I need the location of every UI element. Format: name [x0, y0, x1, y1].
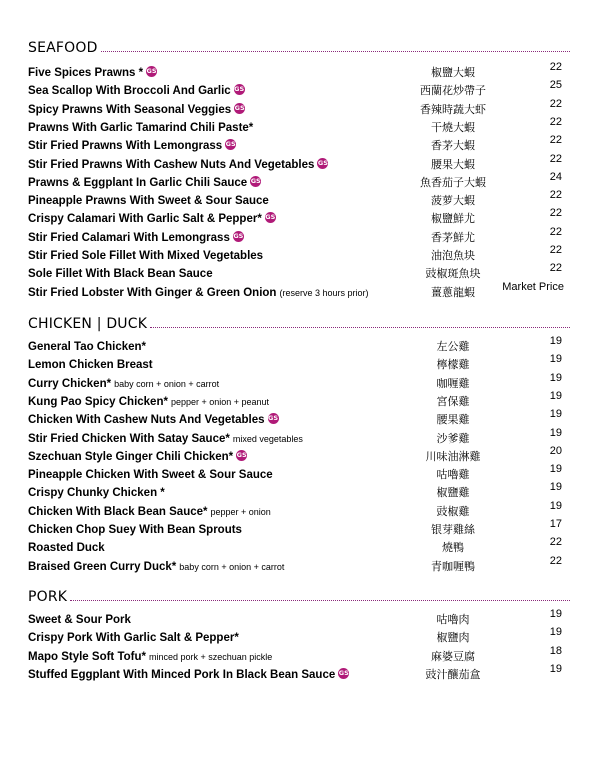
item-price: 19: [549, 463, 562, 476]
menu-item: [28, 170, 570, 192]
menu-item: [28, 463, 570, 484]
menu-item: [28, 444, 570, 466]
section-title: CHICKEN | DUCK: [28, 316, 148, 332]
menu-item: [28, 389, 570, 411]
item-name: Spicy Prawns With Seasonal Veggies GS: [28, 103, 245, 116]
item-name: Lemon Chicken Breast: [28, 359, 153, 372]
item-note: minced pork + szechuan pickle: [148, 651, 273, 662]
item-note: (reserve 3 hours prior): [279, 287, 369, 298]
item-chinese: 菠萝大蝦: [431, 194, 475, 208]
menu-item: [28, 225, 570, 247]
item-name: Sweet & Sour Pork: [28, 614, 131, 626]
menu-item: [28, 644, 570, 666]
menu-item: [28, 371, 570, 393]
gs-badge-icon: GS: [234, 103, 245, 112]
item-price: 22: [549, 207, 562, 220]
section-seafood: [28, 34, 570, 299]
item-name: Stir Fried Calamari With Lemongrass GS: [28, 231, 244, 244]
item-chinese: 豉汁釀茄盒: [425, 667, 481, 681]
item-name: Pineapple Prawns With Sweet & Sour Sauce: [28, 195, 269, 208]
item-price: 19: [549, 408, 562, 421]
menu-item: [28, 408, 570, 429]
menu-item: [28, 244, 570, 265]
item-price: 25: [549, 79, 562, 92]
item-name: Chicken With Black Bean Sauce* pepper + onion: [28, 505, 271, 518]
item-chinese: 银芽雞絲: [431, 523, 475, 536]
item-name: General Tao Chicken*: [28, 341, 147, 353]
item-chinese: 椒鹽雞: [436, 486, 470, 500]
item-chinese: 麻婆豆腐: [431, 649, 475, 663]
item-price: 19: [549, 662, 562, 675]
item-price: 22: [549, 115, 562, 128]
item-name: Prawns & Eggplant In Garlic Chili Sauce GS: [28, 176, 261, 189]
item-chinese: 香茅鮮尤: [431, 230, 475, 244]
item-price: 22: [549, 152, 562, 165]
item-name: Pineapple Chicken With Sweet & Sour Sauce: [28, 469, 273, 482]
item-name: Chicken With Cashew Nuts And Vegetables GS: [28, 414, 279, 427]
item-chinese: 咕嚕肉: [436, 613, 470, 626]
item-name: Kung Pao Spicy Chicken* pepper + onion + peanut: [28, 395, 270, 408]
item-chinese: 西蘭花炒帶子: [420, 84, 486, 98]
item-name: Crispy Chunky Chicken *: [28, 487, 165, 500]
menu-item: [28, 262, 570, 283]
item-name: Stir Fried Prawns With Lemongrass GS: [28, 140, 236, 153]
item-chinese: 魚香茄子大蝦: [420, 175, 486, 189]
item-name: Curry Chicken* baby corn + onion + carrot: [28, 377, 220, 390]
item-price: 19: [549, 426, 562, 439]
menu-item: [28, 499, 570, 521]
item-name: Five Spices Prawns * GS: [28, 67, 157, 79]
section-header: [28, 310, 570, 332]
item-name: Sea Scallop With Broccoli And Garlic GS: [28, 85, 245, 98]
item-name: Prawns With Garlic Tamarind Chili Paste*: [28, 121, 254, 134]
dotted-leader: [70, 599, 570, 601]
menu-item: [28, 134, 570, 155]
item-chinese: 腰果雞: [436, 413, 470, 427]
menu-item: [28, 189, 570, 210]
menu-item: [28, 662, 570, 684]
item-chinese: 薑蔥龍蝦: [431, 285, 475, 299]
item-price: 19: [549, 389, 562, 402]
item-price: 19: [549, 353, 562, 366]
item-chinese: 宮保雞: [436, 394, 470, 408]
item-chinese: 香辣時蔬大虾: [420, 102, 486, 116]
item-price: 19: [549, 335, 562, 347]
item-price: 20: [549, 444, 562, 457]
section-header: [28, 34, 570, 56]
item-price: 19: [549, 371, 562, 384]
menu-item: [28, 353, 570, 374]
item-price: 17: [549, 518, 562, 530]
item-chinese: 川味油淋雞: [425, 449, 481, 463]
dotted-leader: [150, 326, 570, 328]
menu-item: [28, 152, 570, 174]
item-chinese: 青咖喱鴨: [431, 559, 475, 573]
gs-badge-icon: GS: [338, 668, 349, 677]
item-note: baby corn + onion + carrot: [114, 378, 220, 389]
item-chinese: 椒鹽鮮尤: [431, 212, 475, 226]
menu-item: [28, 61, 570, 82]
item-price: 22: [549, 189, 562, 202]
menu-item: [28, 536, 570, 557]
item-chinese: 椒鹽大蝦: [431, 66, 475, 79]
item-price: 22: [549, 225, 562, 238]
section-chicken-duck: [28, 310, 570, 573]
menu-item: [28, 115, 570, 137]
item-price: 19: [549, 499, 562, 512]
item-chinese: 椒鹽肉: [436, 631, 470, 645]
item-price: 18: [549, 644, 562, 657]
gs-badge-icon: GS: [265, 213, 276, 222]
item-price: 22: [549, 536, 562, 549]
item-chinese: 燒鴨: [442, 541, 464, 555]
gs-badge-icon: GS: [225, 140, 236, 149]
menu-item: [28, 626, 570, 647]
dotted-leader: [101, 50, 570, 52]
item-price: 19: [549, 626, 562, 639]
item-note: baby corn + onion + carrot: [179, 561, 285, 572]
item-name: Sole Fillet With Black Bean Sauce: [28, 268, 213, 281]
item-price: 22: [549, 554, 562, 567]
gs-badge-icon: GS: [233, 231, 244, 240]
item-price: 22: [549, 134, 562, 147]
gs-badge-icon: GS: [317, 158, 328, 167]
gs-badge-icon: GS: [234, 85, 245, 94]
menu-item: [28, 426, 570, 448]
gs-badge-icon: GS: [146, 67, 157, 75]
item-chinese: 油泡魚块: [431, 249, 475, 262]
item-price: 19: [549, 608, 562, 620]
item-name: Crispy Calamari With Garlic Salt & Pepper* GS: [28, 213, 276, 226]
item-name: Chicken Chop Suey With Bean Sprouts: [28, 524, 242, 536]
section-title: PORK: [28, 589, 68, 605]
item-chinese: 干燒大蝦: [431, 120, 475, 134]
menu-item: [28, 608, 570, 629]
item-name: Stir Fried Chicken With Satay Sauce* mixed vegetables: [28, 432, 303, 445]
item-chinese: 咕嚕雞: [436, 468, 470, 482]
menu-item: [28, 79, 570, 100]
item-chinese: 左公雞: [436, 340, 470, 353]
item-price: 19: [549, 481, 562, 494]
item-chinese: 豉椒斑魚块: [425, 267, 481, 281]
item-note: pepper + onion + peanut: [170, 396, 270, 407]
item-price: 24: [549, 170, 562, 183]
item-note: mixed vegetables: [232, 433, 303, 444]
item-chinese: 香茅大蝦: [431, 139, 475, 153]
item-name: Szechuan Style Ginger Chili Chicken* GS: [28, 450, 247, 463]
item-name: Stir Fried Lobster With Ginger & Green Onion (reserve 3 hours prior): [28, 286, 369, 299]
menu-item: [28, 280, 570, 302]
gs-badge-icon: GS: [250, 176, 261, 185]
item-chinese: 腰果大蝦: [431, 157, 475, 171]
menu-item: [28, 481, 570, 502]
item-chinese: 沙爹雞: [436, 431, 470, 445]
item-price: Market Price: [502, 280, 564, 293]
item-name: Mapo Style Soft Tofu* minced pork + szechuan pickle: [28, 650, 273, 663]
item-name: Stuffed Eggplant With Minced Pork In Black Bean Sauce GS: [28, 668, 349, 681]
item-name: Stir Fried Sole Fillet With Mixed Vegetables: [28, 250, 264, 262]
menu-item: [28, 207, 570, 228]
menu-item: [28, 97, 570, 119]
item-name: Roasted Duck: [28, 542, 105, 555]
gs-badge-icon: GS: [236, 450, 247, 459]
item-chinese: 咖喱雞: [436, 376, 470, 390]
section-pork: [28, 583, 570, 681]
menu-item: [28, 518, 570, 539]
menu-item: [28, 335, 570, 356]
item-price: 22: [549, 244, 562, 256]
item-name: Braised Green Curry Duck* baby corn + onion + carrot: [28, 560, 285, 573]
item-name: Stir Fried Prawns With Cashew Nuts And Vegetables GS: [28, 158, 328, 171]
item-chinese: 檸檬雞: [436, 358, 470, 372]
item-note: pepper + onion: [210, 506, 271, 517]
item-price: 22: [549, 61, 562, 73]
item-price: 22: [549, 262, 562, 275]
item-name: Crispy Pork With Garlic Salt & Pepper*: [28, 632, 239, 645]
section-title: SEAFOOD: [28, 40, 98, 56]
section-header: [28, 583, 570, 605]
gs-badge-icon: GS: [268, 414, 279, 423]
item-price: 22: [549, 97, 562, 110]
menu-item: [28, 554, 570, 576]
item-chinese: 豉椒雞: [436, 504, 470, 518]
